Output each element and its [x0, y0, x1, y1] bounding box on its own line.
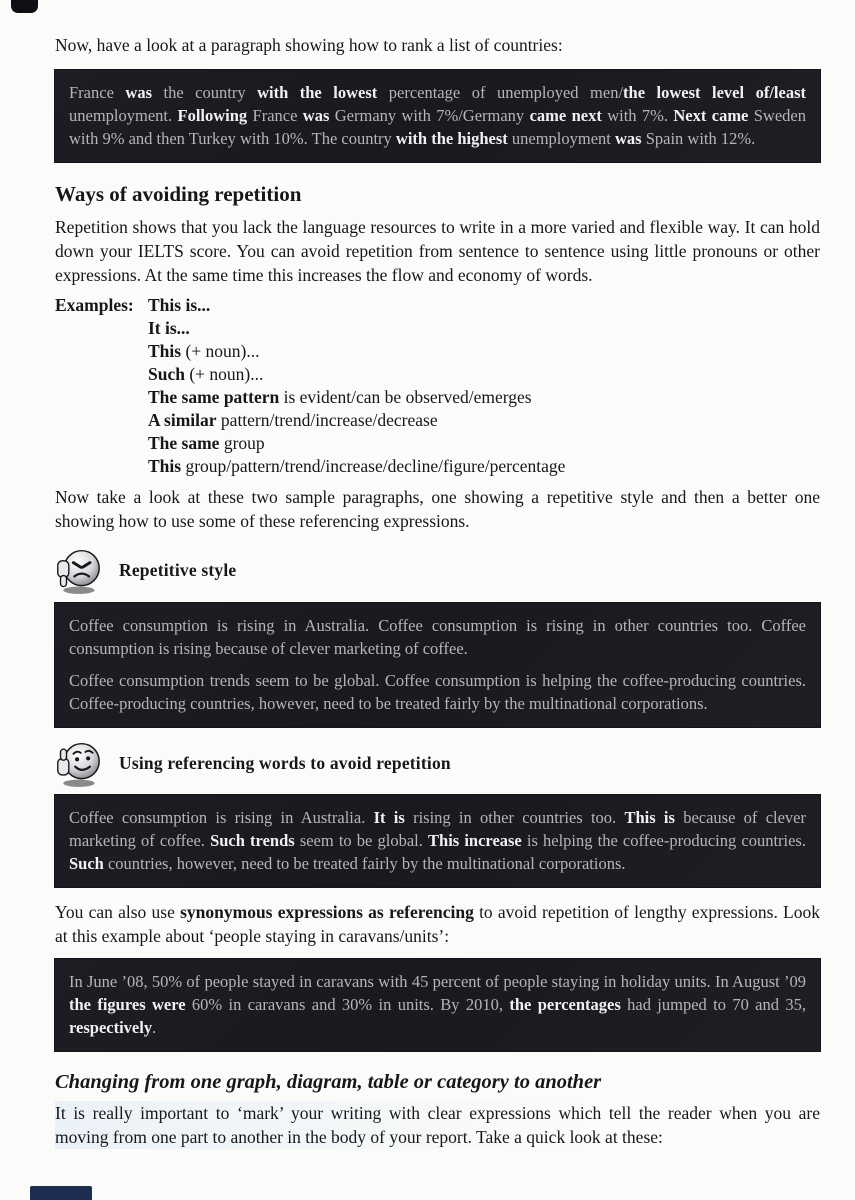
- changing-category-paragraph: It is really important to ‘mark’ your writing with clear expressions which tell the reader when you are moving from one part to another in the body of your report. Take a quick look at these:: [55, 1103, 820, 1147]
- list-item: This (+ noun)...: [148, 341, 260, 361]
- list-item: This group/pattern/trend/increase/decline/figure/percentage: [148, 456, 566, 476]
- caravans-example-box: [55, 959, 820, 1051]
- thumbs-down-face-icon: [55, 545, 101, 595]
- referencing-paragraph: Coffee consumption is rising in Australia. It is rising in other countries too. This is because of clever marketing of coffee. Such trends seem to be global. This increase is helping the coffee-producing countries. Such countries, however, need to be treated fairly by the multinational corporations.: [69, 808, 806, 873]
- intro-paragraph: Now, have a look at a paragraph showing how to rank a list of countries:: [55, 35, 563, 55]
- thumbs-up-face-icon: [55, 738, 101, 788]
- repetitive-style-box: [55, 603, 820, 727]
- caravans-paragraph: In June ’08, 50% of people stayed in caravans with 45 percent of people staying in holiday units. In August ’09 the figures were 60% in caravans and 30% in units. By 2010, the percentages had jumped to 70 and 35, respectively.: [69, 972, 806, 1037]
- repetitive-style-heading: Repetitive style: [119, 559, 237, 580]
- synonymous-expressions-paragraph: You can also use synonymous expressions as referencing to avoid repetition of lengthy expressions. Look at this example about ‘people staying in caravans/units’:: [55, 902, 820, 946]
- list-item: Such (+ noun)...: [148, 364, 264, 384]
- referencing-words-header: [55, 738, 820, 788]
- sample-paragraphs-intro: Now take a look at these two sample paragraphs, one showing a repetitive style and then a better one showing how to use some of these referencing expressions.: [55, 487, 820, 531]
- section-heading-changing-category: Changing from one graph, diagram, table or category to another: [55, 1071, 602, 1093]
- repetitive-style-header: [55, 545, 820, 595]
- repetition-body-paragraph: Repetition shows that you lack the language resources to write in a more varied and flexible way. It can hold down your IELTS score. You can avoid repetition from sentence to sentence using little pronouns or other expressions. At the same time this increases the flow and economy of words.: [55, 217, 820, 285]
- list-item: The same group: [148, 433, 265, 453]
- examples-label: Examples:: [55, 295, 134, 315]
- list-item: This is...: [148, 295, 211, 315]
- repetitive-paragraph-2: Coffee consumption trends seem to be global. Coffee consumption is helping the coffee-producing countries. Coffee-producing countries, however, need to be treated fairly by the multinational corporations.: [69, 671, 806, 713]
- section-heading-avoiding-repetition: Ways of avoiding repetition: [55, 182, 302, 206]
- examples-block: [55, 294, 820, 478]
- examples-list: [148, 294, 565, 478]
- repetitive-paragraph-1: Coffee consumption is rising in Australia. Coffee consumption is rising in other countries too. Coffee consumption is rising because of clever marketing of coffee.: [69, 616, 806, 658]
- list-item: The same pattern is evident/can be observed/emerges: [148, 387, 532, 407]
- list-item: A similar pattern/trend/increase/decrease: [148, 410, 438, 430]
- referencing-words-heading: Using referencing words to avoid repetition: [119, 752, 451, 773]
- scan-artifact-top-left: [11, 0, 38, 13]
- referencing-words-box: [55, 795, 820, 887]
- ranking-example-text: France was the country with the lowest percentage of unemployed men/the lowest level of/least unemployment. Following France was Germany with 7%/Germany came next with 7%. Next came Sweden with 9% and then Turkey with 10%. The country with the highest unemployment was Spain with 12%.: [69, 83, 807, 148]
- ranking-example-box: [55, 70, 820, 162]
- scan-artifact-bottom-left: [30, 1186, 92, 1200]
- list-item: It is...: [148, 318, 190, 338]
